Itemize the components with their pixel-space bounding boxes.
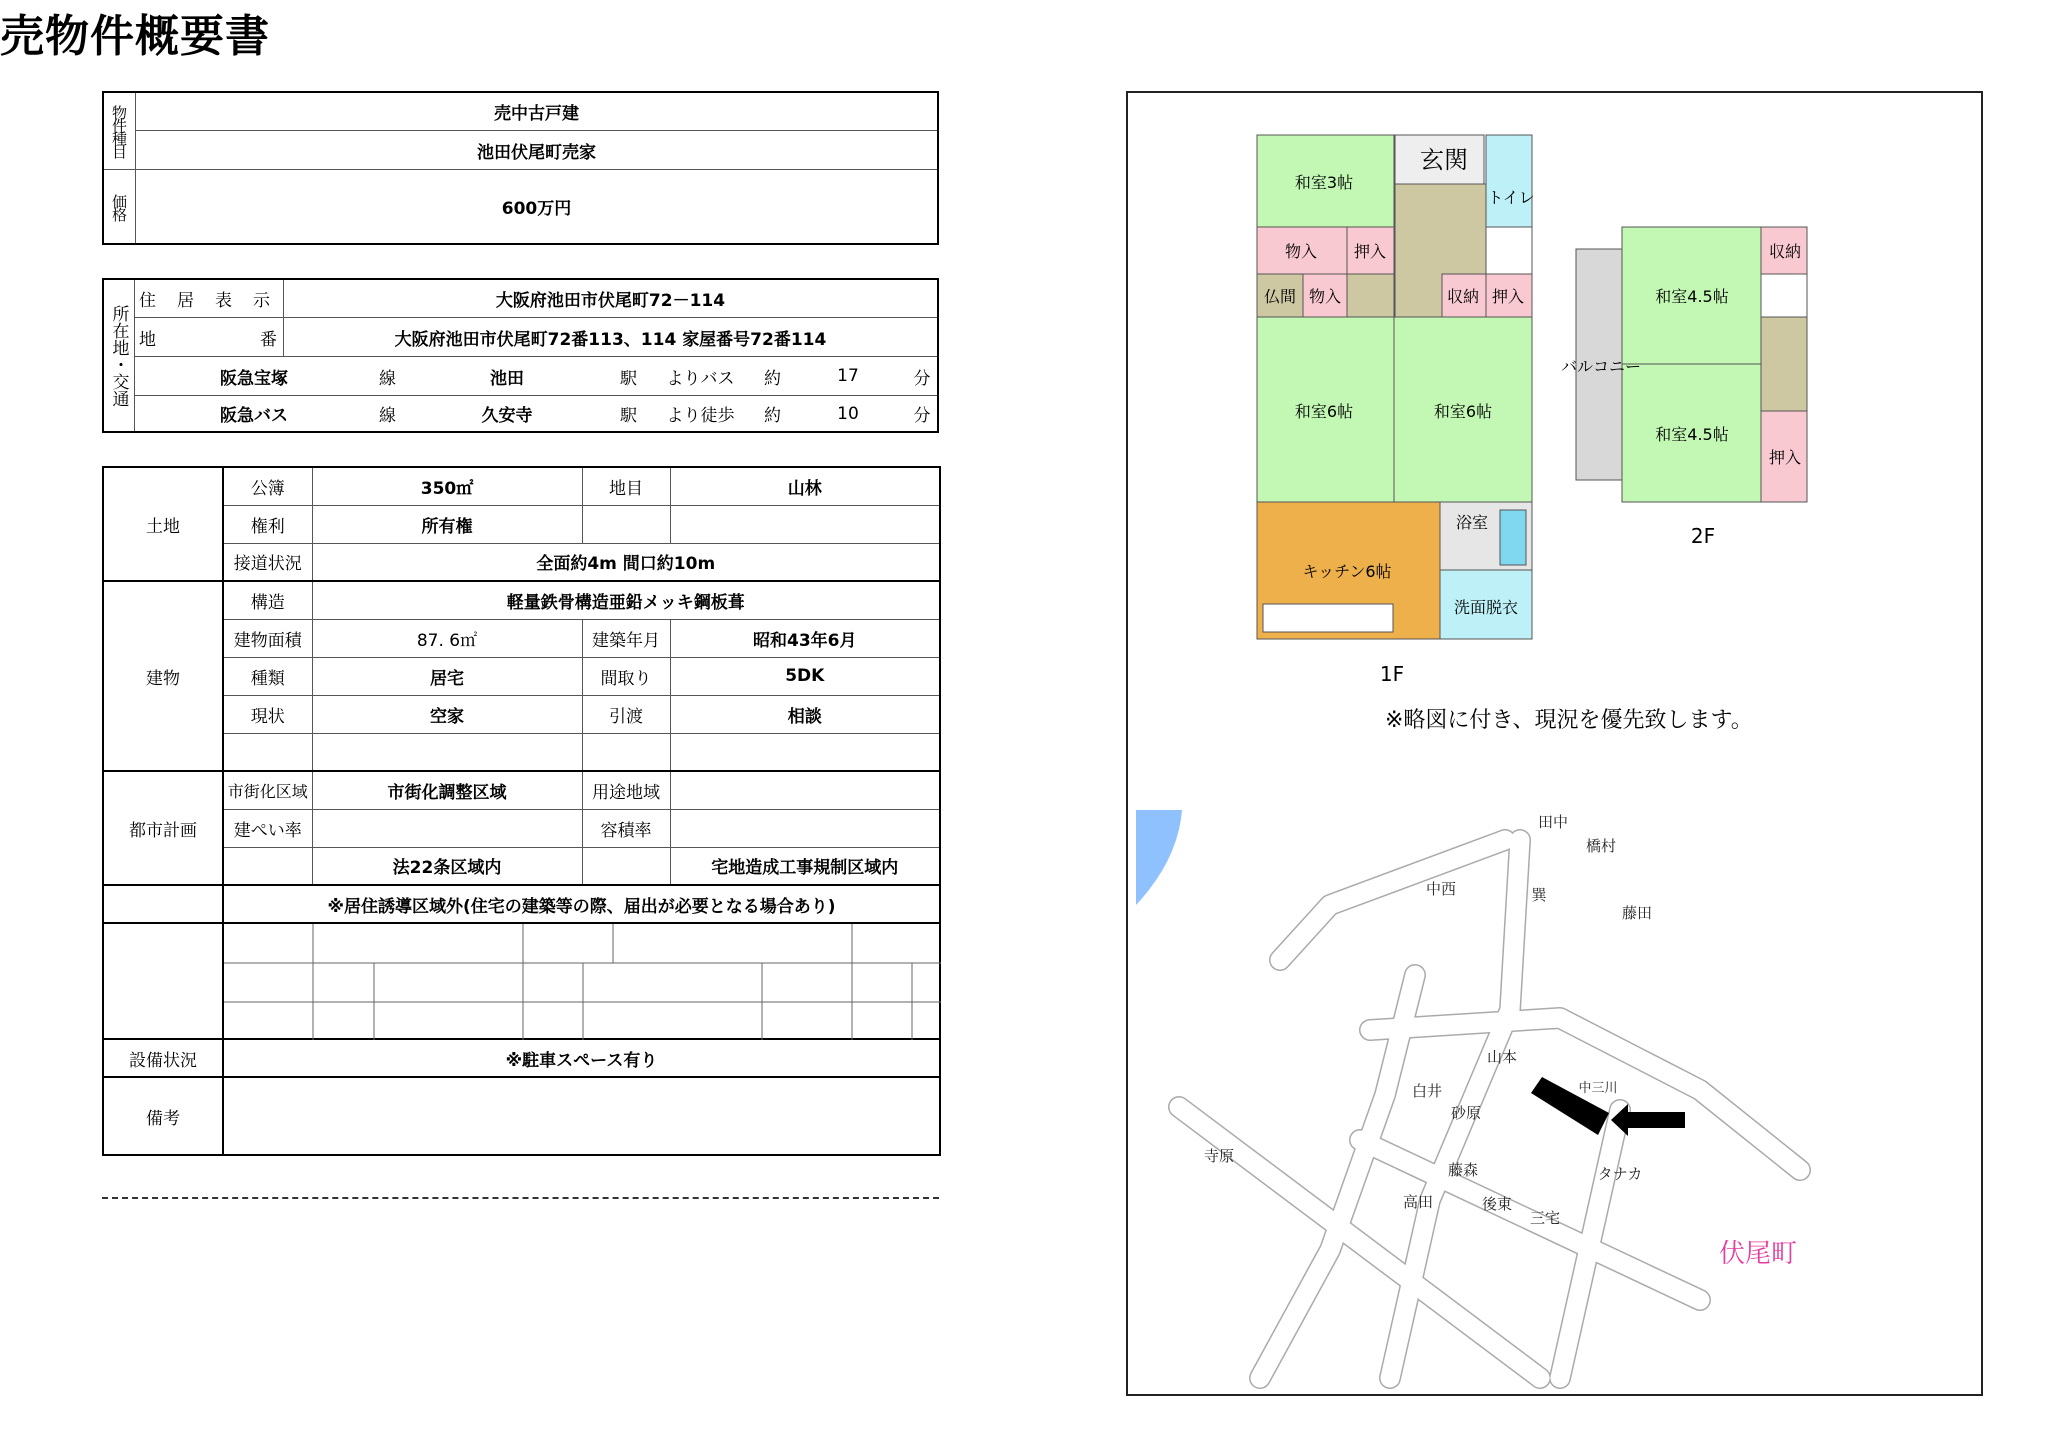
- category-label: 地目: [582, 467, 670, 505]
- room-label: 押入: [1768, 448, 1802, 467]
- built-label: 建築年月: [582, 619, 670, 657]
- category-value: 山林: [670, 467, 940, 505]
- remarks-label: 備考: [103, 1077, 223, 1155]
- rights-label: 権利: [223, 505, 312, 543]
- map-label: タナカ: [1597, 1165, 1643, 1183]
- room-label: 押入: [1491, 287, 1525, 306]
- room-toilet: [1486, 135, 1535, 227]
- road-value: 全面約4m 間口約10m: [312, 543, 940, 581]
- room-label: 収納: [1768, 242, 1802, 261]
- handover-label: 引渡: [582, 695, 670, 733]
- property-name: 池田伏尾町売家: [477, 142, 596, 163]
- map-label: 山本: [1486, 1048, 1518, 1066]
- room-label: 和室6帖: [1433, 402, 1493, 421]
- price-label: 価格: [110, 193, 128, 220]
- room-label: 押入: [1353, 242, 1387, 261]
- lot-label-2: 番: [260, 329, 277, 350]
- map-label: 田中: [1537, 813, 1569, 831]
- map-label: 寺原: [1203, 1147, 1235, 1165]
- transit-line: 阪急宝塚: [220, 368, 288, 389]
- stairs-2f: [1761, 274, 1807, 317]
- urban-value: 市街化調整区域: [312, 771, 582, 809]
- area-value: 87. 6㎡: [312, 619, 582, 657]
- room-label: 収納: [1446, 287, 1480, 306]
- status-value: 空家: [312, 695, 582, 733]
- handover-value: 相談: [670, 695, 940, 733]
- line-suffix: 線: [379, 368, 396, 389]
- area-map: [1136, 810, 1800, 1378]
- transit-method: よりバス: [666, 368, 735, 389]
- urban-label: 市街化区域: [223, 771, 312, 809]
- structure-value: 軽量鉄骨構造亜鉛メッキ鋼板葺: [312, 581, 940, 619]
- hallway-2f: [1761, 317, 1807, 411]
- room-label: 和室4.5帖: [1655, 287, 1729, 306]
- residence-note: ※居住誘導区域外(住宅の建築等の際、届出が必要となる場合あり): [223, 885, 940, 923]
- land-label: 土地: [103, 467, 223, 581]
- room-label: 浴室: [1455, 513, 1489, 532]
- room-label: 物入: [1284, 242, 1318, 261]
- transit-station: 池田: [490, 368, 524, 389]
- lot-label-1: 地: [139, 329, 156, 350]
- facility-label: 設備状況: [103, 1039, 223, 1077]
- type-label: 物件種目: [104, 93, 135, 170]
- transit-minutes: 10: [837, 403, 859, 424]
- location-label: 所在地・交通: [104, 280, 135, 431]
- floor-label-1f: 1F: [1379, 662, 1405, 686]
- map-label: 藤田: [1621, 904, 1653, 922]
- page-title: 売物件概要書: [0, 11, 270, 62]
- law22-value: 法22条区域内: [312, 847, 582, 885]
- area-label: 建物面積: [223, 619, 312, 657]
- stairs-1f: [1486, 227, 1532, 274]
- map-label: 白井: [1411, 1082, 1443, 1100]
- road-label: 接道状況: [223, 543, 312, 581]
- room-label: 仏間: [1263, 287, 1297, 306]
- lot-value: 大阪府池田市伏尾町72番113、114 家屋番号72番114: [394, 329, 827, 350]
- transit-station: 久安寺: [481, 406, 533, 426]
- bathtub: [1500, 510, 1526, 565]
- structure-label: 構造: [223, 581, 312, 619]
- room-label: 和室3帖: [1294, 173, 1354, 192]
- transit-method: より徒歩: [666, 406, 735, 426]
- transit-minutes: 17: [837, 366, 859, 386]
- map-label: 後東: [1481, 1195, 1513, 1213]
- station-suffix: 駅: [620, 368, 637, 389]
- address-label: 住 居 表 示: [135, 280, 284, 317]
- map-label: 巽: [1531, 886, 1547, 904]
- station-suffix: 駅: [620, 406, 637, 426]
- use-label: 用途地域: [582, 771, 670, 809]
- transit-line: 阪急バス: [220, 406, 288, 426]
- building-label: 建物: [103, 581, 223, 771]
- type-value: 売中古戸建: [494, 104, 579, 124]
- kind-label: 種類: [223, 657, 312, 695]
- rights-value: 所有権: [312, 505, 582, 543]
- map-label: 中三川: [1578, 1081, 1618, 1096]
- room-label: 玄関: [1420, 146, 1468, 174]
- minutes-unit: 分: [913, 406, 931, 426]
- area-name: 伏尾町: [1718, 1239, 1798, 1269]
- minutes-unit: 分: [913, 368, 931, 389]
- map-label: 三宅: [1529, 1209, 1561, 1227]
- map-label: 藤森: [1447, 1161, 1479, 1179]
- room-label: 物入: [1308, 287, 1342, 306]
- room-label: 和室6帖: [1294, 402, 1354, 421]
- status-label: 現状: [223, 695, 312, 733]
- passage: [1347, 274, 1394, 317]
- city-plan-label: 都市計画: [103, 771, 223, 885]
- map-label: 砂原: [1450, 1104, 1482, 1122]
- registry-value: 350㎡: [312, 467, 582, 505]
- pond: [1136, 810, 1182, 905]
- line-suffix: 線: [379, 406, 396, 426]
- devreg-value: 宅地造成工事規制区域内: [670, 847, 940, 885]
- map-label: 橋村: [1585, 837, 1617, 855]
- kitchen-counter: [1263, 604, 1393, 632]
- room-label: トイレ: [1487, 188, 1535, 207]
- layout-value: 5DK: [670, 657, 940, 695]
- approx: 約: [764, 368, 781, 389]
- floorplan-note: ※略図に付き、現況を優先致します。: [1385, 708, 1753, 733]
- far-label: 容積率: [582, 809, 670, 847]
- floor-label-2f: 2F: [1690, 524, 1716, 548]
- coverage-label: 建ぺい率: [223, 809, 312, 847]
- facility-value: ※駐車スペース有り: [223, 1039, 940, 1077]
- room-label: バルコニー: [1560, 357, 1642, 376]
- room-label: キッチン6帖: [1302, 562, 1392, 581]
- kind-value: 居宅: [312, 657, 582, 695]
- room-label: 和室4.5帖: [1655, 425, 1729, 444]
- price-value: 600万円: [501, 199, 572, 219]
- map-label: 中西: [1425, 880, 1457, 898]
- layout-label: 間取り: [582, 657, 670, 695]
- room-label: 洗面脱衣: [1453, 598, 1519, 617]
- built-value: 昭和43年6月: [670, 619, 940, 657]
- approx: 約: [764, 406, 781, 426]
- registry-label: 公簿: [223, 467, 312, 505]
- map-label: 高田: [1402, 1193, 1434, 1211]
- address-value: 大阪府池田市伏尾町72－114: [495, 291, 726, 311]
